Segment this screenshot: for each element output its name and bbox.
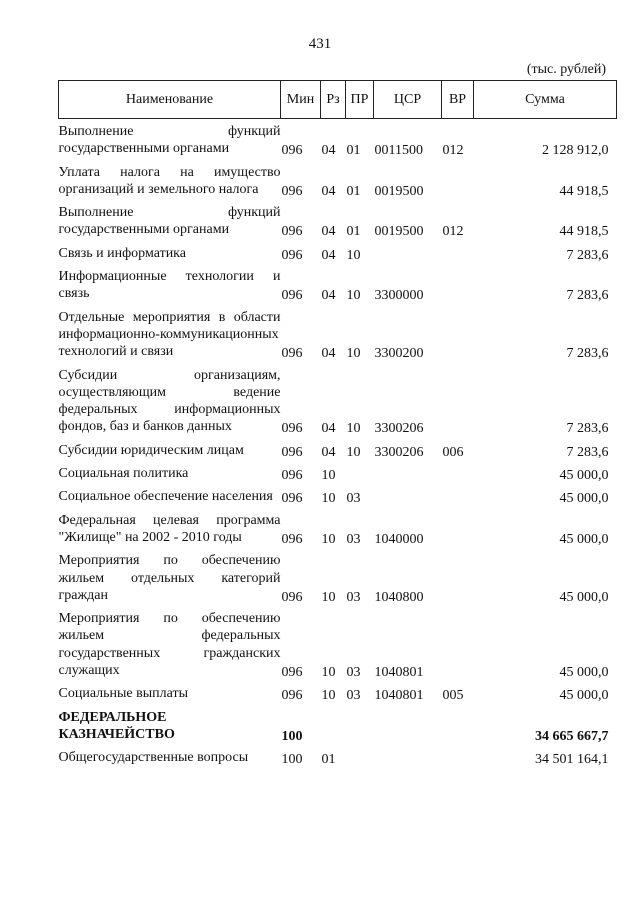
row-rz: 04	[321, 183, 336, 199]
row-rz: 10	[321, 665, 336, 681]
row-vr	[442, 508, 474, 549]
row-pr: 10	[346, 421, 361, 437]
budget-table	[58, 80, 617, 769]
row-pr: 01	[346, 143, 361, 159]
row-rz: 10	[321, 531, 336, 547]
row-sum: 45 000,0	[559, 531, 609, 547]
row-vr	[442, 705, 474, 746]
row-min: 096	[281, 491, 303, 507]
row-min: 096	[281, 468, 303, 484]
row-pr	[346, 461, 374, 484]
row-pr: 01	[346, 183, 361, 199]
row-pr: 03	[346, 688, 361, 704]
row-pr: 10	[346, 247, 361, 263]
row-min: 100	[281, 728, 303, 744]
row-sum: 45 000,0	[559, 491, 609, 507]
row-pr: 10	[346, 346, 361, 362]
row-name: Общегосударственные вопросы	[58, 750, 249, 766]
row-csr: 0011500	[374, 143, 423, 159]
row-min: 096	[281, 531, 303, 547]
row-sum: 34 665 667,7	[535, 728, 609, 744]
column-header-vr: ВР	[442, 81, 474, 119]
row-name: Социальные выплаты	[58, 686, 189, 702]
row-csr	[374, 705, 442, 746]
row-min: 096	[281, 346, 303, 362]
row-pr: 03	[346, 491, 361, 507]
row-min: 100	[281, 752, 303, 768]
row-sum: 45 000,0	[559, 688, 609, 704]
row-sum: 44 918,5	[559, 224, 609, 240]
row-min: 096	[281, 688, 303, 704]
row-vr	[442, 606, 474, 681]
row-sum: 7 283,6	[566, 247, 609, 263]
row-name: Мероприятия по обеспечению жильем федеральных государственных гражданских служащих	[58, 611, 281, 679]
row-csr	[374, 461, 442, 484]
row-pr: 10	[346, 288, 361, 304]
column-header-pr: ПР	[346, 81, 374, 119]
row-vr	[442, 461, 474, 484]
row-min: 096	[281, 589, 303, 605]
row-sum: 7 283,6	[566, 444, 609, 460]
row-name: ФЕДЕРАЛЬНОЕ КАЗНАЧЕЙСТВО	[58, 709, 175, 742]
table-row	[59, 508, 617, 549]
row-name: Социальное обеспечение населения	[58, 489, 273, 505]
row-csr: 3300206	[374, 444, 424, 460]
row-rz: 04	[321, 247, 336, 263]
row-sum: 2 128 912,0	[542, 143, 609, 159]
row-csr: 1040801	[374, 688, 424, 704]
row-min: 096	[281, 665, 303, 681]
row-rz: 10	[321, 468, 336, 484]
row-csr	[374, 745, 442, 768]
row-rz: 04	[321, 224, 336, 240]
row-vr: 006	[442, 444, 464, 460]
row-pr: 03	[346, 665, 361, 681]
table-row	[59, 705, 617, 746]
row-vr	[442, 241, 474, 264]
row-csr: 0019500	[374, 183, 424, 199]
row-pr	[346, 705, 374, 746]
row-sum: 34 501 164,1	[535, 752, 609, 768]
table-row	[59, 461, 617, 484]
row-rz: 04	[321, 288, 336, 304]
row-vr	[442, 548, 474, 606]
row-pr: 10	[346, 444, 361, 460]
row-rz: 04	[321, 421, 336, 437]
row-name: Связь и информатика	[58, 245, 186, 261]
row-pr: 01	[346, 224, 361, 240]
row-rz: 04	[321, 143, 336, 159]
table-body	[59, 119, 617, 769]
page-number: 431	[308, 36, 332, 52]
table-row	[59, 241, 617, 264]
row-pr	[346, 745, 374, 768]
row-csr: 1040000	[374, 531, 424, 547]
row-vr	[442, 305, 474, 363]
row-min: 096	[281, 288, 303, 304]
row-csr	[374, 241, 442, 264]
table-row	[59, 745, 617, 768]
row-name: Информационные технологии и связь	[58, 269, 281, 302]
row-rz: 10	[321, 491, 336, 507]
table-row	[59, 305, 617, 363]
row-sum: 45 000,0	[559, 468, 609, 484]
table-row	[59, 264, 617, 305]
row-sum: 7 283,6	[566, 421, 609, 437]
table-header-row	[59, 81, 617, 119]
table-row	[59, 363, 617, 438]
row-rz: 10	[321, 688, 336, 704]
row-csr: 3300206	[374, 421, 424, 437]
column-header-name: Наименование	[59, 81, 281, 119]
row-sum: 44 918,5	[559, 183, 609, 199]
column-header-sum: Сумма	[474, 81, 617, 119]
row-min: 096	[281, 247, 303, 263]
row-sum: 7 283,6	[566, 346, 609, 362]
table-row	[59, 484, 617, 507]
row-name: Выполнение функций государственными органами	[58, 205, 281, 238]
row-min: 096	[281, 183, 303, 199]
row-name: Выполнение функций государственными органами	[58, 124, 281, 157]
row-vr	[442, 745, 474, 768]
row-csr: 0019500	[374, 224, 424, 240]
row-name: Отдельные мероприятия в области информационно-коммуникационных технологий и связи	[58, 309, 281, 360]
column-header-min: Мин	[281, 81, 321, 119]
column-header-rz: Рз	[321, 81, 346, 119]
table-row	[59, 119, 617, 160]
row-pr: 03	[346, 589, 361, 605]
row-csr: 1040801	[374, 665, 424, 681]
row-vr	[442, 484, 474, 507]
column-header-csr: ЦСР	[374, 81, 442, 119]
row-min: 096	[281, 444, 303, 460]
row-rz	[321, 705, 346, 746]
row-vr	[442, 160, 474, 201]
row-csr: 3300200	[374, 346, 424, 362]
row-name: Субсидии организациям, осуществляющим ведение федеральных информационных фондов, баз и банков данных	[58, 367, 281, 435]
row-vr: 005	[442, 688, 464, 704]
row-pr: 03	[346, 531, 361, 547]
row-sum: 7 283,6	[566, 288, 609, 304]
table-row	[59, 681, 617, 704]
row-vr	[442, 363, 474, 438]
row-name: Субсидии юридическим лицам	[58, 442, 244, 458]
row-vr	[442, 264, 474, 305]
table-row	[59, 160, 617, 201]
row-min: 096	[281, 224, 303, 240]
row-csr	[374, 484, 442, 507]
row-name: Мероприятия по обеспечению жильем отдельных категорий граждан	[58, 553, 281, 603]
table-row	[59, 438, 617, 461]
table-row	[59, 548, 617, 606]
table-row	[59, 200, 617, 241]
units-note: (тыс. рублей)	[526, 62, 606, 77]
row-csr: 3300000	[374, 288, 424, 304]
row-name: Социальная политика	[58, 466, 189, 482]
row-rz: 01	[321, 752, 336, 768]
row-name: Уплата налога на имущество организаций и земельного налога	[58, 164, 281, 197]
row-vr: 012	[442, 224, 464, 240]
row-rz: 04	[321, 444, 336, 460]
row-rz: 10	[321, 589, 336, 605]
row-sum: 45 000,0	[559, 589, 609, 605]
row-vr: 012	[442, 143, 464, 159]
row-min: 096	[281, 421, 303, 437]
row-min: 096	[281, 143, 303, 159]
row-csr: 1040800	[374, 589, 424, 605]
row-rz: 04	[321, 346, 336, 362]
row-sum: 45 000,0	[559, 665, 609, 681]
row-name: Федеральная целевая программа "Жилище" на 2002 - 2010 годы	[58, 512, 281, 545]
table-row	[59, 606, 617, 681]
